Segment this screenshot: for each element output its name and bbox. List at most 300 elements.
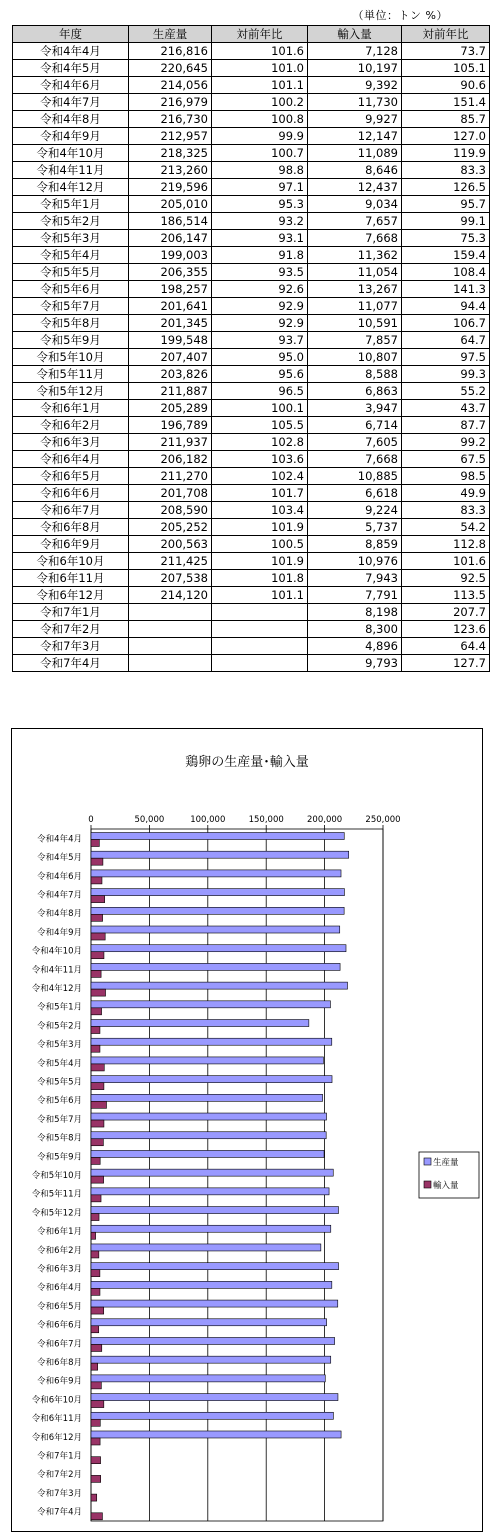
category-label: 令和6年8月 [37, 1358, 82, 1369]
category-label: 令和4年10月 [31, 946, 82, 957]
table-cell: 95.6 [212, 366, 308, 383]
table-cell: 令和6年7月 [13, 502, 129, 519]
table-cell: 8,300 [308, 621, 402, 638]
table-cell: 11,730 [308, 94, 402, 111]
table-cell: 令和5年1月 [13, 196, 129, 213]
category-label: 令和4年6月 [37, 871, 82, 882]
table-row [13, 162, 490, 179]
table-cell [129, 638, 212, 655]
category-label: 令和6年10月 [31, 1395, 82, 1406]
x-tick-label: 0 [88, 815, 94, 825]
table-cell: 99.1 [402, 213, 490, 230]
table-cell: 92.6 [212, 281, 308, 298]
table-cell: 102.4 [212, 468, 308, 485]
table-cell: 8,859 [308, 536, 402, 553]
table-cell: 100.5 [212, 536, 308, 553]
table-cell: 207,538 [129, 570, 212, 587]
category-label: 令和5年2月 [37, 1021, 82, 1032]
table-cell: 96.5 [212, 383, 308, 400]
table-cell: 98.5 [402, 468, 490, 485]
table-cell: 4,896 [308, 638, 402, 655]
category-label: 令和5年4月 [37, 1058, 82, 1069]
table-row [13, 570, 490, 587]
table-cell: 206,355 [129, 264, 212, 281]
table-cell: 11,362 [308, 247, 402, 264]
table-cell: 93.1 [212, 230, 308, 247]
table-cell: 10,885 [308, 468, 402, 485]
table-row [13, 519, 490, 536]
category-label: 令和6年4月 [37, 1283, 82, 1294]
table-cell: 101.0 [212, 60, 308, 77]
table-cell: 199,003 [129, 247, 212, 264]
category-label: 令和5年10月 [31, 1171, 82, 1181]
table-cell: 7,657 [308, 213, 402, 230]
bar-production [91, 1225, 331, 1232]
category-label: 令和4年4月 [37, 834, 82, 845]
table-cell: 11,077 [308, 298, 402, 315]
table-cell: 49.9 [402, 485, 490, 502]
table-cell: 99.2 [402, 434, 490, 451]
category-label: 令和4年12月 [31, 983, 82, 994]
bar-production [91, 1263, 339, 1270]
table-body [13, 43, 490, 672]
table-cell: 令和5年10月 [13, 349, 129, 366]
bar-imports [91, 1064, 104, 1071]
table-cell: 101.6 [212, 43, 308, 60]
bar-production [91, 1356, 331, 1363]
table-cell: 令和4年8月 [13, 111, 129, 128]
table-cell: 127.0 [402, 128, 490, 145]
table-cell: 100.7 [212, 145, 308, 162]
bar-imports [91, 1419, 100, 1426]
table-cell: 令和5年12月 [13, 383, 129, 400]
table-cell: 199,548 [129, 332, 212, 349]
bar-production [91, 1020, 309, 1027]
category-label: 令和5年1月 [37, 1002, 82, 1013]
table-cell: 92.9 [212, 315, 308, 332]
table-cell: 9,392 [308, 77, 402, 94]
table-cell: 令和6年3月 [13, 434, 129, 451]
bar-production [91, 870, 341, 877]
category-label: 令和5年7月 [37, 1114, 82, 1125]
bar-production [91, 833, 344, 840]
table-cell: 75.3 [402, 230, 490, 247]
table-row [13, 43, 490, 60]
table-cell: 令和4年11月 [13, 162, 129, 179]
table-cell: 令和7年3月 [13, 638, 129, 655]
table-row [13, 587, 490, 604]
table-cell: 103.4 [212, 502, 308, 519]
table-cell: 令和5年7月 [13, 298, 129, 315]
table-cell: 123.6 [402, 621, 490, 638]
table-cell: 67.5 [402, 451, 490, 468]
table-cell: 令和6年11月 [13, 570, 129, 587]
bar-production [91, 1057, 323, 1064]
table-cell: 令和6年2月 [13, 417, 129, 434]
table-cell: 64.4 [402, 638, 490, 655]
table-cell: 73.7 [402, 43, 490, 60]
table-cell: 91.8 [212, 247, 308, 264]
table-cell: 43.7 [402, 400, 490, 417]
table-cell: 12,147 [308, 128, 402, 145]
table-cell: 93.7 [212, 332, 308, 349]
table-row [13, 621, 490, 638]
table-cell: 83.3 [402, 162, 490, 179]
bar-production [91, 1412, 333, 1419]
table-row [13, 349, 490, 366]
table-cell: 101.1 [212, 587, 308, 604]
bar-production [91, 963, 340, 970]
bar-production [91, 1076, 332, 1083]
data-table [12, 25, 490, 672]
category-label: 令和5年6月 [37, 1096, 82, 1107]
table-row [13, 298, 490, 315]
table-cell: 106.7 [402, 315, 490, 332]
header-imports-yoy: 対前年比 [402, 26, 490, 43]
table-cell: 6,714 [308, 417, 402, 434]
table-cell: 201,345 [129, 315, 212, 332]
bar-production [91, 1169, 333, 1176]
table-row [13, 366, 490, 383]
category-label: 令和6年6月 [37, 1320, 82, 1331]
table-cell: 令和5年8月 [13, 315, 129, 332]
legend-swatch-imports [424, 1181, 431, 1188]
table-cell: 95.3 [212, 196, 308, 213]
table-cell: 159.4 [402, 247, 490, 264]
bar-imports [91, 1401, 104, 1408]
table-cell: 9,224 [308, 502, 402, 519]
table-cell: 令和6年1月 [13, 400, 129, 417]
table-cell: 10,591 [308, 315, 402, 332]
chart-title: 鶏卵の生産量･輸入量 [185, 755, 309, 770]
table-cell: 54.2 [402, 519, 490, 536]
header-production: 生産量 [129, 26, 212, 43]
table-cell: 7,128 [308, 43, 402, 60]
table-cell: 令和7年2月 [13, 621, 129, 638]
table-cell: 205,010 [129, 196, 212, 213]
table-cell: 101.8 [212, 570, 308, 587]
table-cell: 211,425 [129, 553, 212, 570]
bar-chart [12, 729, 482, 1531]
table-cell: 216,730 [129, 111, 212, 128]
category-label: 令和7年2月 [37, 1470, 82, 1481]
table-cell: 212,957 [129, 128, 212, 145]
legend-swatch-production [424, 1158, 431, 1165]
table-cell: 令和5年2月 [13, 213, 129, 230]
bar-imports [91, 989, 106, 996]
table-cell: 87.7 [402, 417, 490, 434]
table-row [13, 196, 490, 213]
table-cell: 205,252 [129, 519, 212, 536]
table-cell: 令和7年4月 [13, 655, 129, 672]
table-cell: 83.3 [402, 502, 490, 519]
bar-production [91, 945, 346, 952]
bar-imports [91, 1344, 102, 1351]
bar-imports [91, 1139, 103, 1146]
bar-imports [91, 1494, 97, 1501]
bar-production [91, 1207, 338, 1214]
table-cell: 105.1 [402, 60, 490, 77]
table-cell: 7,943 [308, 570, 402, 587]
table-cell: 207.7 [402, 604, 490, 621]
header-production-yoy: 対前年比 [212, 26, 308, 43]
table-cell: 201,641 [129, 298, 212, 315]
bar-production [91, 889, 344, 896]
bar-production [91, 1150, 324, 1157]
table-cell: 205,289 [129, 400, 212, 417]
table-cell: 令和4年7月 [13, 94, 129, 111]
table-cell: 7,668 [308, 230, 402, 247]
table-cell: 211,937 [129, 434, 212, 451]
table-cell: 令和5年5月 [13, 264, 129, 281]
category-label: 令和6年12月 [31, 1432, 82, 1443]
table-cell: 93.2 [212, 213, 308, 230]
table-cell: 101.9 [212, 553, 308, 570]
table-cell: 99.9 [212, 128, 308, 145]
table-cell: 206,147 [129, 230, 212, 247]
table-cell: 99.3 [402, 366, 490, 383]
bar-production [91, 1132, 326, 1139]
category-label: 令和6年7月 [37, 1339, 82, 1350]
bar-imports [91, 1326, 99, 1333]
table-cell [212, 621, 308, 638]
table-cell: 令和5年9月 [13, 332, 129, 349]
bar-imports [91, 896, 105, 903]
table-cell: 令和5年6月 [13, 281, 129, 298]
table-cell: 101.9 [212, 519, 308, 536]
category-label: 令和6年1月 [37, 1227, 82, 1238]
table-cell: 令和4年10月 [13, 145, 129, 162]
bar-imports [91, 1045, 100, 1052]
category-label: 令和7年3月 [37, 1488, 82, 1499]
table-cell: 216,816 [129, 43, 212, 60]
table-row [13, 94, 490, 111]
bar-production [91, 1001, 330, 1008]
category-label: 令和4年7月 [37, 890, 82, 901]
bar-imports [91, 1176, 104, 1183]
table-cell: 94.4 [402, 298, 490, 315]
x-tick-label: 250,000 [365, 815, 401, 825]
chart-area [11, 728, 483, 1532]
table-cell: 令和5年11月 [13, 366, 129, 383]
table-row [13, 213, 490, 230]
table-cell: 92.5 [402, 570, 490, 587]
table-cell: 93.5 [212, 264, 308, 281]
table-row [13, 179, 490, 196]
bar-imports [91, 1027, 100, 1034]
table-row [13, 417, 490, 434]
bar-production [91, 1281, 332, 1288]
table-cell: 100.2 [212, 94, 308, 111]
bar-production [91, 1337, 335, 1344]
table-row [13, 604, 490, 621]
table-row [13, 400, 490, 417]
table-cell: 218,325 [129, 145, 212, 162]
table-cell: 198,257 [129, 281, 212, 298]
table-row [13, 281, 490, 298]
category-label: 令和7年1月 [37, 1451, 82, 1462]
table-row [13, 111, 490, 128]
table-cell: 103.6 [212, 451, 308, 468]
table-cell [212, 655, 308, 672]
table-cell: 101.7 [212, 485, 308, 502]
table-cell: 9,927 [308, 111, 402, 128]
table-cell: 9,793 [308, 655, 402, 672]
category-label: 令和5年5月 [37, 1077, 82, 1088]
table-cell: 55.2 [402, 383, 490, 400]
x-tick-label: 100,000 [190, 815, 226, 825]
table-cell [129, 621, 212, 638]
table-cell: 186,514 [129, 213, 212, 230]
category-label: 令和5年3月 [37, 1040, 82, 1051]
category-label: 令和4年11月 [31, 965, 82, 976]
category-label: 令和6年3月 [37, 1264, 82, 1275]
table-row [13, 638, 490, 655]
category-label: 令和5年9月 [37, 1152, 82, 1163]
table-cell [129, 604, 212, 621]
unit-note: （単位：トン %） [352, 9, 448, 22]
table-cell: 9,034 [308, 196, 402, 213]
table-cell: 令和7年1月 [13, 604, 129, 621]
bar-imports [91, 1307, 104, 1314]
table-cell: 119.9 [402, 145, 490, 162]
table-cell: 13,267 [308, 281, 402, 298]
table-cell: 97.5 [402, 349, 490, 366]
x-tick-label: 50,000 [134, 815, 165, 825]
table-cell: 10,807 [308, 349, 402, 366]
bar-production [91, 851, 349, 858]
table-cell: 213,260 [129, 162, 212, 179]
bar-imports [91, 877, 102, 884]
table-cell: 201,708 [129, 485, 212, 502]
bar-production [91, 1113, 327, 1120]
category-label: 令和6年9月 [37, 1376, 82, 1387]
table-cell: 214,056 [129, 77, 212, 94]
table-row [13, 485, 490, 502]
bar-imports [91, 933, 105, 940]
bar-imports [91, 1232, 96, 1239]
table-cell: 令和4年9月 [13, 128, 129, 145]
table-cell: 108.4 [402, 264, 490, 281]
table-cell: 64.7 [402, 332, 490, 349]
table-row [13, 434, 490, 451]
table-cell [212, 638, 308, 655]
table-cell: 6,618 [308, 485, 402, 502]
table-row [13, 77, 490, 94]
table-row [13, 315, 490, 332]
table-cell: 211,887 [129, 383, 212, 400]
category-label: 令和4年9月 [37, 927, 82, 938]
table-row [13, 145, 490, 162]
table-cell: 8,198 [308, 604, 402, 621]
bar-imports [91, 1363, 98, 1370]
table-cell [212, 604, 308, 621]
bar-imports [91, 840, 99, 847]
table-cell: 令和4年4月 [13, 43, 129, 60]
table-cell: 211,270 [129, 468, 212, 485]
table-cell: 216,979 [129, 94, 212, 111]
bar-imports [91, 1214, 99, 1221]
table-cell: 令和6年8月 [13, 519, 129, 536]
header-period: 年度 [13, 26, 129, 43]
table-row [13, 655, 490, 672]
table-cell: 113.5 [402, 587, 490, 604]
legend-label-production: 生産量 [433, 1158, 459, 1168]
table-row [13, 264, 490, 281]
category-label: 令和7年4月 [37, 1507, 82, 1518]
bar-imports [91, 1382, 101, 1389]
table-cell: 11,089 [308, 145, 402, 162]
bar-imports [91, 1513, 102, 1520]
table-cell: 220,645 [129, 60, 212, 77]
table-cell: 3,947 [308, 400, 402, 417]
table-cell: 100.8 [212, 111, 308, 128]
table-cell [129, 655, 212, 672]
table-cell: 令和4年5月 [13, 60, 129, 77]
table-cell: 令和6年10月 [13, 553, 129, 570]
bar-imports [91, 1008, 102, 1015]
category-label: 令和5年12月 [31, 1208, 82, 1219]
category-label: 令和6年2月 [37, 1245, 82, 1256]
x-tick-label: 150,000 [248, 815, 284, 825]
table-cell: 8,646 [308, 162, 402, 179]
table-cell: 12,437 [308, 179, 402, 196]
bar-production [91, 1094, 323, 1101]
bar-production [91, 1300, 338, 1307]
table-cell: 100.1 [212, 400, 308, 417]
table-cell: 7,857 [308, 332, 402, 349]
bar-imports [91, 1101, 106, 1108]
bar-production [91, 1038, 332, 1045]
table-cell: 11,054 [308, 264, 402, 281]
table-row [13, 247, 490, 264]
table-cell: 196,789 [129, 417, 212, 434]
x-tick-label: 200,000 [307, 815, 343, 825]
table-cell: 105.5 [212, 417, 308, 434]
table-cell: 6,863 [308, 383, 402, 400]
table-cell: 101.1 [212, 77, 308, 94]
table-row [13, 468, 490, 485]
table-cell: 令和6年12月 [13, 587, 129, 604]
table-cell: 207,407 [129, 349, 212, 366]
table-row [13, 128, 490, 145]
table-cell: 7,605 [308, 434, 402, 451]
table-cell: 7,791 [308, 587, 402, 604]
bar-production [91, 1244, 321, 1251]
bar-imports [91, 1195, 101, 1202]
table-cell: 令和6年9月 [13, 536, 129, 553]
table-cell: 151.4 [402, 94, 490, 111]
table-cell: 102.8 [212, 434, 308, 451]
bar-imports [91, 1251, 99, 1258]
table-cell: 令和4年12月 [13, 179, 129, 196]
bar-imports [91, 1457, 101, 1464]
bar-production [91, 1431, 341, 1438]
table-cell: 10,976 [308, 553, 402, 570]
table-cell: 7,668 [308, 451, 402, 468]
table-row [13, 553, 490, 570]
table-cell: 219,596 [129, 179, 212, 196]
category-label: 令和6年11月 [31, 1414, 82, 1425]
table-cell: 95.7 [402, 196, 490, 213]
bar-imports [91, 914, 103, 921]
table-cell: 112.8 [402, 536, 490, 553]
category-label: 令和4年8月 [37, 909, 82, 920]
category-label: 令和4年5月 [37, 853, 82, 864]
table-row [13, 502, 490, 519]
bar-production [91, 1394, 338, 1401]
table-row [13, 230, 490, 247]
